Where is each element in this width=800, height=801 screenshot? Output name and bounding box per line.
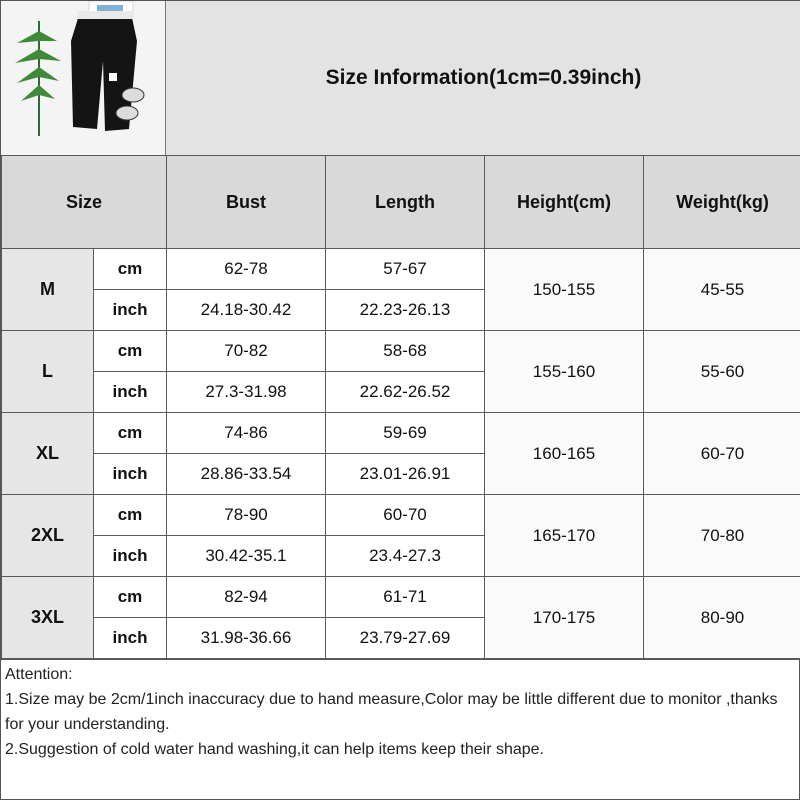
attention-heading: Attention: <box>5 662 797 687</box>
unit-inch: inch <box>94 454 167 495</box>
header-size: Size <box>2 156 167 249</box>
length-inch: 23.79-27.69 <box>326 618 485 659</box>
attention-line-1: 1.Size may be 2cm/1inch inaccuracy due to hand measure,Color may be little different due to monitor ,thanks for your understanding. <box>5 687 797 737</box>
table-row <box>2 413 800 454</box>
unit-inch: inch <box>94 536 167 577</box>
size-label: 2XL <box>2 495 94 577</box>
length-cm: 57-67 <box>326 249 485 290</box>
product-photo-illustration <box>1 1 166 155</box>
size-table <box>1 155 800 659</box>
header-weight: Weight(kg) <box>644 156 800 249</box>
weight-value: 60-70 <box>644 413 800 495</box>
height-value: 165-170 <box>485 495 644 577</box>
height-value: 160-165 <box>485 413 644 495</box>
unit-cm: cm <box>94 495 167 536</box>
unit-cm: cm <box>94 249 167 290</box>
height-value: 170-175 <box>485 577 644 659</box>
unit-cm: cm <box>94 413 167 454</box>
header-height: Height(cm) <box>485 156 644 249</box>
length-cm: 58-68 <box>326 331 485 372</box>
table-row <box>2 331 800 372</box>
size-label: L <box>2 331 94 413</box>
unit-inch: inch <box>94 372 167 413</box>
length-cm: 60-70 <box>326 495 485 536</box>
unit-cm: cm <box>94 331 167 372</box>
length-cm: 61-71 <box>326 577 485 618</box>
bust-inch: 27.3-31.98 <box>167 372 326 413</box>
weight-value: 70-80 <box>644 495 800 577</box>
table-row <box>2 577 800 618</box>
table-row <box>2 249 800 290</box>
unit-cm: cm <box>94 577 167 618</box>
bust-cm: 82-94 <box>167 577 326 618</box>
height-value: 155-160 <box>485 331 644 413</box>
bust-cm: 78-90 <box>167 495 326 536</box>
header-bust: Bust <box>167 156 326 249</box>
size-label: 3XL <box>2 577 94 659</box>
bust-cm: 70-82 <box>167 331 326 372</box>
length-cm: 59-69 <box>326 413 485 454</box>
bust-inch: 28.86-33.54 <box>167 454 326 495</box>
header <box>1 1 800 155</box>
bust-inch: 24.18-30.42 <box>167 290 326 331</box>
size-label: M <box>2 249 94 331</box>
page-title: Size Information(1cm=0.39inch) <box>166 1 800 155</box>
length-inch: 22.23-26.13 <box>326 290 485 331</box>
attention-line-2: 2.Suggestion of cold water hand washing,it can help items keep their shape. <box>5 737 797 762</box>
weight-value: 80-90 <box>644 577 800 659</box>
bust-inch: 31.98-36.66 <box>167 618 326 659</box>
length-inch: 23.4-27.3 <box>326 536 485 577</box>
unit-inch: inch <box>94 290 167 331</box>
size-label: XL <box>2 413 94 495</box>
product-photo <box>1 1 166 155</box>
bust-cm: 62-78 <box>167 249 326 290</box>
bust-inch: 30.42-35.1 <box>167 536 326 577</box>
weight-value: 55-60 <box>644 331 800 413</box>
length-inch: 23.01-26.91 <box>326 454 485 495</box>
table-header-row <box>2 156 800 249</box>
attention-notes <box>1 659 800 801</box>
bust-cm: 74-86 <box>167 413 326 454</box>
height-value: 150-155 <box>485 249 644 331</box>
header-length: Length <box>326 156 485 249</box>
length-inch: 22.62-26.52 <box>326 372 485 413</box>
weight-value: 45-55 <box>644 249 800 331</box>
table-row <box>2 495 800 536</box>
unit-inch: inch <box>94 618 167 659</box>
